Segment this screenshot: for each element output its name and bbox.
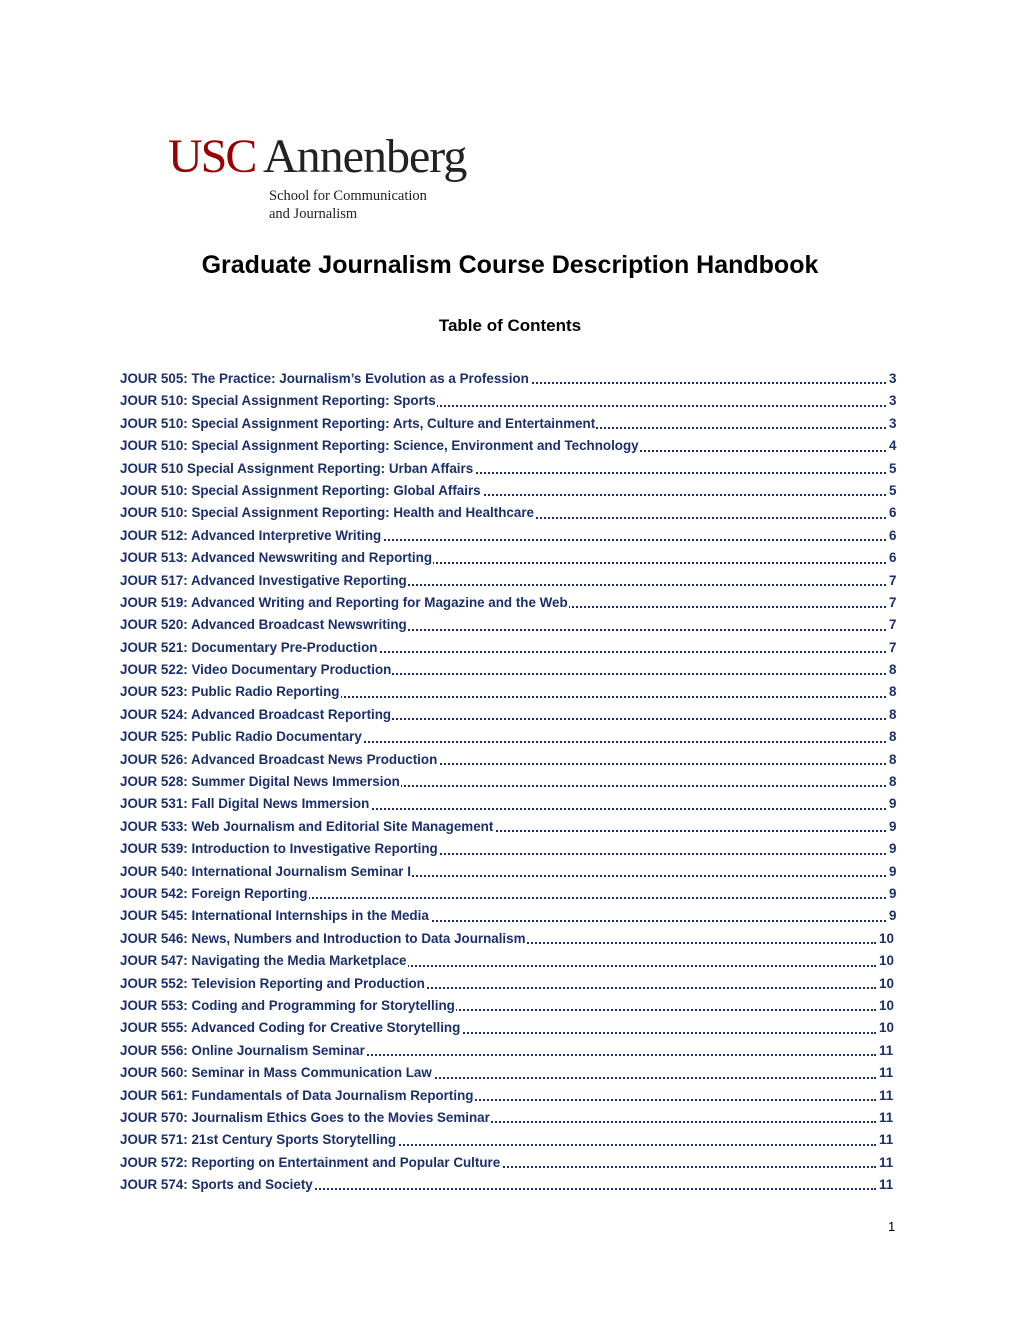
toc-entry-title: JOUR 528: Summer Digital News Immersion (120, 774, 400, 790)
toc-entry-title: JOUR 510: Special Assignment Reporting: Sports (120, 393, 436, 409)
toc-entry[interactable] (120, 525, 910, 547)
toc-entry-page: 10 (878, 995, 894, 1017)
toc-entry-title: JOUR 524: Advanced Broadcast Reporting (120, 706, 392, 722)
toc-entry[interactable] (120, 681, 910, 703)
toc-entry-page: 8 (888, 726, 896, 748)
toc-entry-title: JOUR 531: Fall Digital News Immersion (120, 796, 370, 812)
toc-entry-page: 8 (888, 659, 896, 681)
toc-entry-page: 10 (878, 1017, 894, 1039)
toc-entry[interactable] (120, 413, 910, 435)
toc-entry[interactable] (120, 1129, 910, 1151)
toc-entry-title: JOUR 570: Journalism Ethics Goes to the Movies Seminar (120, 1109, 490, 1125)
logo-usc-text: USC (168, 130, 256, 183)
toc-entry-page: 7 (888, 592, 896, 614)
toc-entry-title: JOUR 523: Public Radio Reporting (120, 684, 340, 700)
toc-entry-title: JOUR 519: Advanced Writing and Reporting for Magazine and the Web (120, 594, 568, 610)
toc-entry-title: JOUR 510 Special Assignment Reporting: Urban Affairs (120, 460, 474, 476)
toc-entry[interactable] (120, 905, 910, 927)
toc-entry-title: JOUR 522: Video Documentary Production (120, 662, 392, 678)
toc-entry-title: JOUR 513: Advanced Newswriting and Reporting (120, 550, 433, 566)
toc-entry-page: 10 (878, 973, 894, 995)
toc-entry[interactable] (120, 1062, 910, 1084)
toc-entry-title: JOUR 547: Navigating the Media Marketplace (120, 953, 407, 969)
toc-entry[interactable] (120, 368, 910, 390)
toc-entry[interactable] (120, 816, 910, 838)
toc-entry-title: JOUR 545: International Internships in the Media (120, 908, 429, 924)
toc-entry[interactable] (120, 793, 910, 815)
toc-entry-title: JOUR 526: Advanced Broadcast News Production (120, 751, 438, 767)
toc-entry[interactable] (120, 458, 910, 480)
toc-entry-page: 11 (878, 1062, 893, 1084)
toc-entry-title: JOUR 571: 21st Century Sports Storytelling (120, 1132, 397, 1148)
logo-subtitle-line2: and Journalism (269, 206, 358, 222)
toc-entry[interactable] (120, 547, 910, 569)
toc-entry-title: JOUR 552: Television Reporting and Production (120, 975, 425, 991)
toc-entry-page: 9 (888, 838, 896, 860)
toc-entry-page: 5 (888, 480, 896, 502)
toc-entry-page: 7 (888, 614, 896, 636)
toc-entry-page: 10 (878, 950, 894, 972)
toc-entry-page: 9 (888, 883, 896, 905)
toc-entry[interactable] (120, 1152, 910, 1174)
toc-entry[interactable] (120, 480, 910, 502)
toc-entry[interactable] (120, 704, 910, 726)
toc-entry[interactable] (120, 749, 910, 771)
document-title: Graduate Journalism Course Description Handbook (201, 251, 819, 279)
toc-entry-page: 9 (888, 861, 896, 883)
toc-entry[interactable] (120, 726, 910, 748)
toc-entry-title: JOUR 510: Special Assignment Reporting: Health and Healthcare (120, 505, 534, 521)
toc-entry-page: 8 (888, 749, 896, 771)
toc-heading: Table of Contents (438, 316, 582, 335)
toc-entry-page: 8 (888, 771, 896, 793)
toc-entry[interactable] (120, 928, 910, 950)
toc-entry[interactable] (120, 1107, 910, 1129)
toc-entry-page: 11 (878, 1085, 893, 1107)
toc-entry-title: JOUR 540: International Journalism Seminar I (120, 863, 411, 879)
toc-entry-title: JOUR 572: Reporting on Entertainment and Popular Culture (120, 1154, 501, 1170)
toc-entry[interactable] (120, 614, 910, 636)
toc-entry[interactable] (120, 861, 910, 883)
toc-entry-page: 9 (888, 816, 896, 838)
toc-entry[interactable] (120, 950, 910, 972)
toc-entry-title: JOUR 520: Advanced Broadcast Newswriting (120, 617, 407, 633)
toc-entry-title: JOUR 561: Fundamentals of Data Journalism Reporting (120, 1087, 474, 1103)
toc-entry[interactable] (120, 838, 910, 860)
toc-entry-page: 11 (878, 1129, 893, 1151)
toc-entry-title: JOUR 539: Introduction to Investigative Reporting (120, 841, 438, 857)
toc-entry-title: JOUR 510: Special Assignment Reporting: Global Affairs (120, 482, 481, 498)
toc-entry-title: JOUR 525: Public Radio Documentary (120, 729, 362, 745)
toc-entry-title: JOUR 542: Foreign Reporting (120, 885, 308, 901)
toc-entry-page: 3 (888, 413, 896, 435)
toc-entry[interactable] (120, 1085, 910, 1107)
toc-entry-page: 11 (878, 1174, 893, 1196)
toc-entry-title: JOUR 510: Special Assignment Reporting: Science, Environment and Technology (120, 438, 639, 454)
toc-entry-title: JOUR 517: Advanced Investigative Reporting (120, 572, 407, 588)
toc-entry-page: 11 (878, 1152, 893, 1174)
toc-entry-page: 3 (888, 390, 896, 412)
toc-entry[interactable] (120, 435, 910, 457)
toc-entry[interactable] (120, 502, 910, 524)
toc-entry[interactable] (120, 973, 910, 995)
toc-entry[interactable] (120, 592, 910, 614)
toc-entry[interactable] (120, 771, 910, 793)
toc-entry-title: JOUR 555: Advanced Coding for Creative Storytelling (120, 1020, 461, 1036)
toc-entry-title: JOUR 560: Seminar in Mass Communication Law (120, 1065, 432, 1081)
toc-entry[interactable] (120, 1040, 910, 1062)
toc-entry-page: 6 (888, 502, 896, 524)
toc-entry[interactable] (120, 995, 910, 1017)
toc-entry-page: 6 (888, 525, 896, 547)
toc-entry-page: 8 (888, 681, 896, 703)
table-of-contents (120, 368, 910, 1196)
toc-entry-page: 5 (888, 458, 896, 480)
toc-entry-page: 4 (888, 435, 896, 457)
logo-annenberg-text: Annenberg (263, 130, 467, 183)
toc-entry[interactable] (120, 659, 910, 681)
toc-entry-page: 9 (888, 905, 896, 927)
toc-entry-title: JOUR 521: Documentary Pre-Production (120, 639, 378, 655)
toc-entry-page: 7 (888, 637, 896, 659)
toc-entry-page: 7 (888, 570, 896, 592)
toc-entry-title: JOUR 510: Special Assignment Reporting: Arts, Culture and Entertainment (120, 415, 596, 431)
toc-entry-page: 6 (888, 547, 896, 569)
toc-entry-title: JOUR 556: Online Journalism Seminar (120, 1042, 365, 1058)
toc-entry-title: JOUR 512: Advanced Interpretive Writing (120, 527, 382, 543)
toc-entry[interactable] (120, 1017, 910, 1039)
toc-entry-page: 8 (888, 704, 896, 726)
toc-entry[interactable] (120, 883, 910, 905)
toc-entry[interactable] (120, 390, 910, 412)
usc-annenberg-logo (168, 130, 488, 228)
logo-subtitle-line1: School for Communication (269, 188, 427, 204)
toc-entry-page: 10 (878, 928, 894, 950)
page-number: 1 (888, 1219, 896, 1234)
toc-entry-title: JOUR 546: News, Numbers and Introduction to Data Journalism (120, 930, 526, 946)
toc-entry-title: JOUR 553: Coding and Programming for Storytelling (120, 997, 455, 1013)
toc-entry-page: 9 (888, 793, 896, 815)
toc-entry-page: 11 (878, 1107, 893, 1129)
toc-entry[interactable] (120, 1174, 910, 1196)
toc-entry-title: JOUR 574: Sports and Society (120, 1177, 313, 1193)
toc-entry-page: 11 (878, 1040, 893, 1062)
toc-entry-page: 3 (888, 368, 896, 390)
toc-entry[interactable] (120, 637, 910, 659)
toc-entry-title: JOUR 533: Web Journalism and Editorial Site Management (120, 818, 494, 834)
toc-entry[interactable] (120, 570, 910, 592)
toc-entry-title: JOUR 505: The Practice: Journalism’s Evolution as a Profession (120, 371, 529, 386)
